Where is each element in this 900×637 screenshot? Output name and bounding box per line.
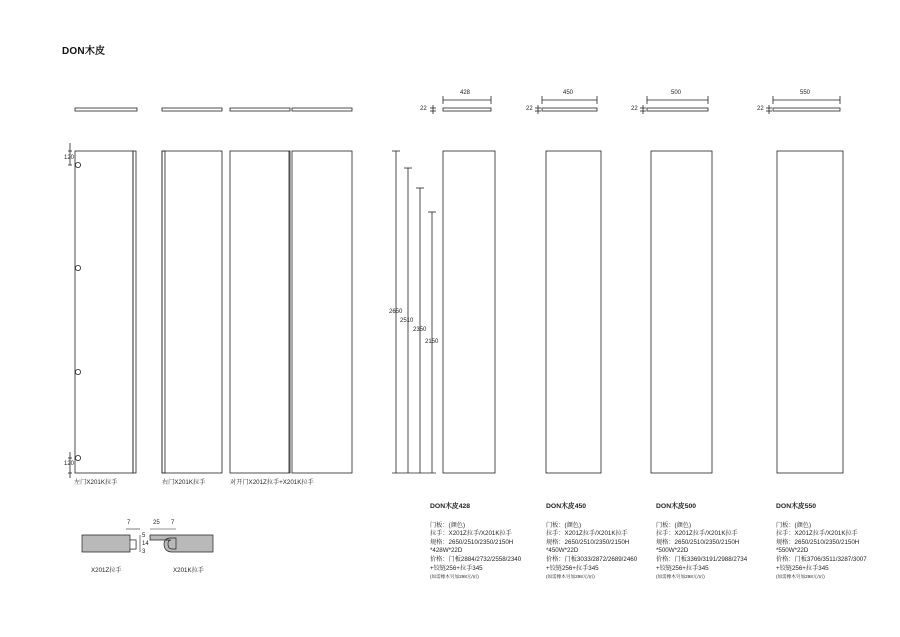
handle-k-dim: 25 [153,520,160,526]
thickness-label: 22 [526,106,533,112]
spec-note: (如需橡木另加298元/㎡) [656,574,705,580]
panel-550 [766,96,843,473]
spec-line: 规格：2650/2510/2350/2150H [546,538,630,546]
width-label: 450 [563,90,574,96]
spec-heading: DON木皮550 [776,503,817,510]
height-label: 2650 [389,309,403,315]
spec-line: 规格：2650/2510/2350/2150H [656,538,740,546]
right-door-elevation [162,151,222,473]
spec-line: *500W*22D [656,547,689,555]
page-title: DON木皮 [62,46,106,57]
spec-line: 规格：2650/2510/2350/2150H [776,538,860,546]
spec-line: 拉手：X201Z拉手/X201K拉手 [430,530,512,538]
thickness-label: 22 [631,106,638,112]
spec-note: (如需橡木另加298元/㎡) [430,574,479,580]
spec-line: +铰链256+拉手345 [776,564,829,572]
spec-line: 价格：门板2884/2732/2558/2340 [430,555,522,563]
spec-line: 拉手：X201Z拉手/X201K拉手 [656,530,738,538]
pair-door-label: 对开门X201Z拉手+X201K拉手 [230,479,314,486]
left-door-elevation [68,143,136,478]
top-view-strips [75,108,352,111]
spec-line: 拉手：X201Z拉手/X201K拉手 [546,530,628,538]
pair-door-elevation [230,151,352,473]
panel-450 [535,96,601,473]
hinge-icon [75,369,80,374]
handle-z-dim: 14 [142,541,149,547]
panel-500 [640,96,712,473]
spec-line: *550W*22D [776,547,809,555]
thickness-label: 22 [757,106,764,112]
hinge-offset-top-label: 120 [64,155,75,161]
handle-z-dim: 5 [142,533,146,539]
spec-note: (如需橡木另加298元/㎡) [546,574,595,580]
spec-line: *428W*22D [430,547,463,555]
top-view-strip [230,108,290,111]
handle-z-profile [82,529,140,552]
spec-line: +铰链256+拉手345 [430,564,483,572]
spec-heading: DON木皮428 [430,503,471,510]
top-view-strip [292,108,352,111]
handle-z-dim: 7 [127,520,131,526]
handle-z-dim: 3 [142,549,146,555]
spec-line: 门板：(颜色) [656,521,692,529]
spec-line: 规格：2650/2510/2350/2150H [430,538,514,546]
handle-k-dim: 7 [171,520,175,526]
hinge-offset-bottom-label: 120 [64,461,75,467]
height-label: 2150 [425,339,439,345]
panel-428 [430,96,495,473]
spec-block-428 [430,503,521,582]
height-label: 2350 [413,327,427,333]
spec-note: (如需橡木另加298元/㎡) [776,574,825,580]
handle-k-profile [150,529,213,552]
handle-k-label: X201K拉手 [173,567,204,574]
left-door-label: 左门X201K拉手 [74,479,118,486]
spec-line: 门板：(颜色) [546,521,582,529]
spec-line: 门板：(颜色) [776,521,812,529]
spec-block-550 [776,503,867,582]
height-label: 2510 [400,318,414,324]
hinge-icon [75,265,80,270]
spec-heading: DON木皮450 [546,503,587,510]
spec-line: +铰链256+拉手345 [546,564,599,572]
spec-line: 拉手：X201Z拉手/X201K拉手 [776,530,858,538]
spec-line: +铰链256+拉手345 [656,564,709,572]
handle-z-label: X201Z拉手 [91,567,122,574]
thickness-label: 22 [420,106,427,112]
spec-block-450 [546,503,637,582]
hinge-icon [75,162,80,167]
right-door-label: 右门X201K拉手 [162,479,206,486]
spec-line: 价格：门板3369/3191/2988/2734 [656,555,748,563]
width-label: 550 [800,90,811,96]
spec-heading: DON木皮500 [656,503,697,510]
spec-line: *450W*22D [546,547,579,555]
top-view-strip [162,108,222,111]
spec-block-500 [656,503,747,582]
spec-line: 价格：门板3706/3511/3287/3007 [776,555,867,563]
hinge-icon [75,455,80,460]
top-view-strip [75,108,137,111]
spec-line: 门板：(颜色) [430,521,466,529]
spec-line: 价格：门板3033/2872/2689/2460 [546,555,638,563]
width-label: 500 [671,90,682,96]
width-label: 428 [460,90,471,96]
